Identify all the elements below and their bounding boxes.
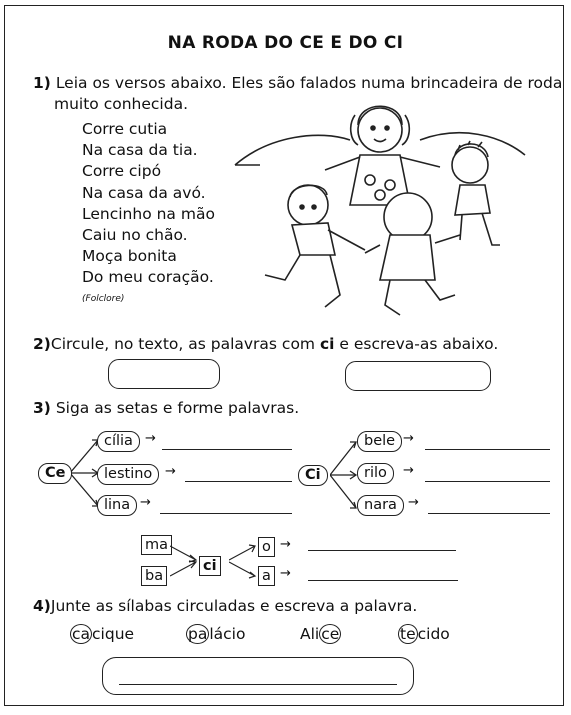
- ending-lina: lina: [97, 495, 137, 516]
- answer-line[interactable]: [162, 449, 292, 450]
- question-4-text: Junte as sílabas circuladas e escreva a palavra.: [50, 597, 418, 615]
- word-rest: Ali: [300, 625, 320, 643]
- word-rest: cido: [417, 625, 450, 643]
- prefix-ma: ma: [141, 535, 172, 555]
- source-label: (Folclore): [82, 294, 125, 304]
- final-answer-line[interactable]: [119, 684, 397, 685]
- split-arrows: [229, 540, 259, 582]
- question-1-line1: [33, 73, 562, 94]
- question-3: [33, 398, 299, 419]
- arrow-icon: →: [403, 463, 414, 478]
- ending-bele: bele: [357, 431, 402, 452]
- verse-line: Corre cipó: [82, 162, 162, 181]
- suffix-o: o: [258, 537, 275, 557]
- word-rest: lácio: [209, 625, 246, 643]
- circled-syllable: te: [400, 625, 416, 643]
- answer-line[interactable]: [425, 481, 550, 482]
- verse-line: Corre cutia: [82, 120, 168, 138]
- ending-nara: nara: [357, 495, 404, 516]
- answer-line[interactable]: [425, 449, 550, 450]
- arrow-icon: →: [165, 464, 176, 479]
- answer-box-2[interactable]: [345, 361, 491, 391]
- root-ce: Ce: [38, 463, 72, 484]
- question-1-line2: muito conhecida.: [54, 95, 188, 113]
- verse-line: Lencinho na mão: [82, 204, 215, 223]
- ending-cilia: cília: [97, 431, 140, 452]
- children-circle-illustration: [230, 95, 530, 330]
- root-ci: Ci: [298, 465, 328, 486]
- question-3-number: 3): [33, 399, 51, 417]
- suffix-a: a: [258, 566, 275, 586]
- question-2-number: 2): [33, 335, 51, 353]
- question-1-number: 1): [33, 74, 51, 92]
- verse-line: Caiu no chão.: [82, 226, 188, 245]
- prefix-ba: ba: [141, 566, 167, 586]
- verse-line: Do meu coração.: [82, 268, 214, 287]
- question-4-number: 4): [33, 597, 51, 615]
- question-2: [33, 334, 498, 355]
- word-tecido: [398, 625, 450, 643]
- verse-line: Na casa da tia.: [82, 141, 198, 160]
- worksheet-title: NA RODA DO CE E DO CI: [167, 33, 404, 53]
- answer-line[interactable]: [308, 550, 456, 551]
- question-2-text-end: e escreva-as abaixo.: [334, 335, 499, 353]
- center-ci: ci: [199, 556, 221, 576]
- word-rest: cique: [92, 625, 135, 643]
- final-answer-box[interactable]: [102, 657, 414, 695]
- ending-lestino: lestino: [97, 464, 159, 485]
- answer-line[interactable]: [428, 513, 550, 514]
- question-3-text: Siga as setas e forme palavras.: [55, 399, 300, 417]
- verse-line: Na casa da avó.: [82, 183, 206, 202]
- answer-line[interactable]: [308, 580, 458, 581]
- question-4: [33, 596, 417, 617]
- arrow-icon: →: [140, 495, 151, 510]
- circled-syllable: pa: [188, 625, 208, 643]
- arrow-icon: →: [408, 495, 419, 510]
- word-cacique: [70, 625, 134, 643]
- verse-list: [82, 119, 215, 289]
- verse-line: Moça bonita: [82, 247, 177, 266]
- arrow-icon: →: [403, 431, 414, 446]
- answer-box-1[interactable]: [108, 359, 220, 389]
- merge-arrows: [170, 540, 200, 582]
- question-2-bold: ci: [319, 335, 335, 353]
- circled-syllable: ca: [72, 625, 91, 643]
- arrow-icon: →: [280, 566, 291, 581]
- question-1-text: Leia os versos abaixo. Eles são falados numa brincadeira de roda: [55, 74, 563, 92]
- word-palacio: [186, 625, 245, 643]
- arrow-icon: →: [145, 431, 156, 446]
- answer-line[interactable]: [160, 513, 292, 514]
- question-2-text: Circule, no texto, as palavras com: [50, 335, 320, 353]
- word-alice: [300, 625, 341, 643]
- ending-rilo: rilo: [357, 463, 394, 484]
- answer-line[interactable]: [185, 481, 292, 482]
- circled-syllable: ce: [321, 625, 340, 643]
- arrow-icon: →: [280, 537, 291, 552]
